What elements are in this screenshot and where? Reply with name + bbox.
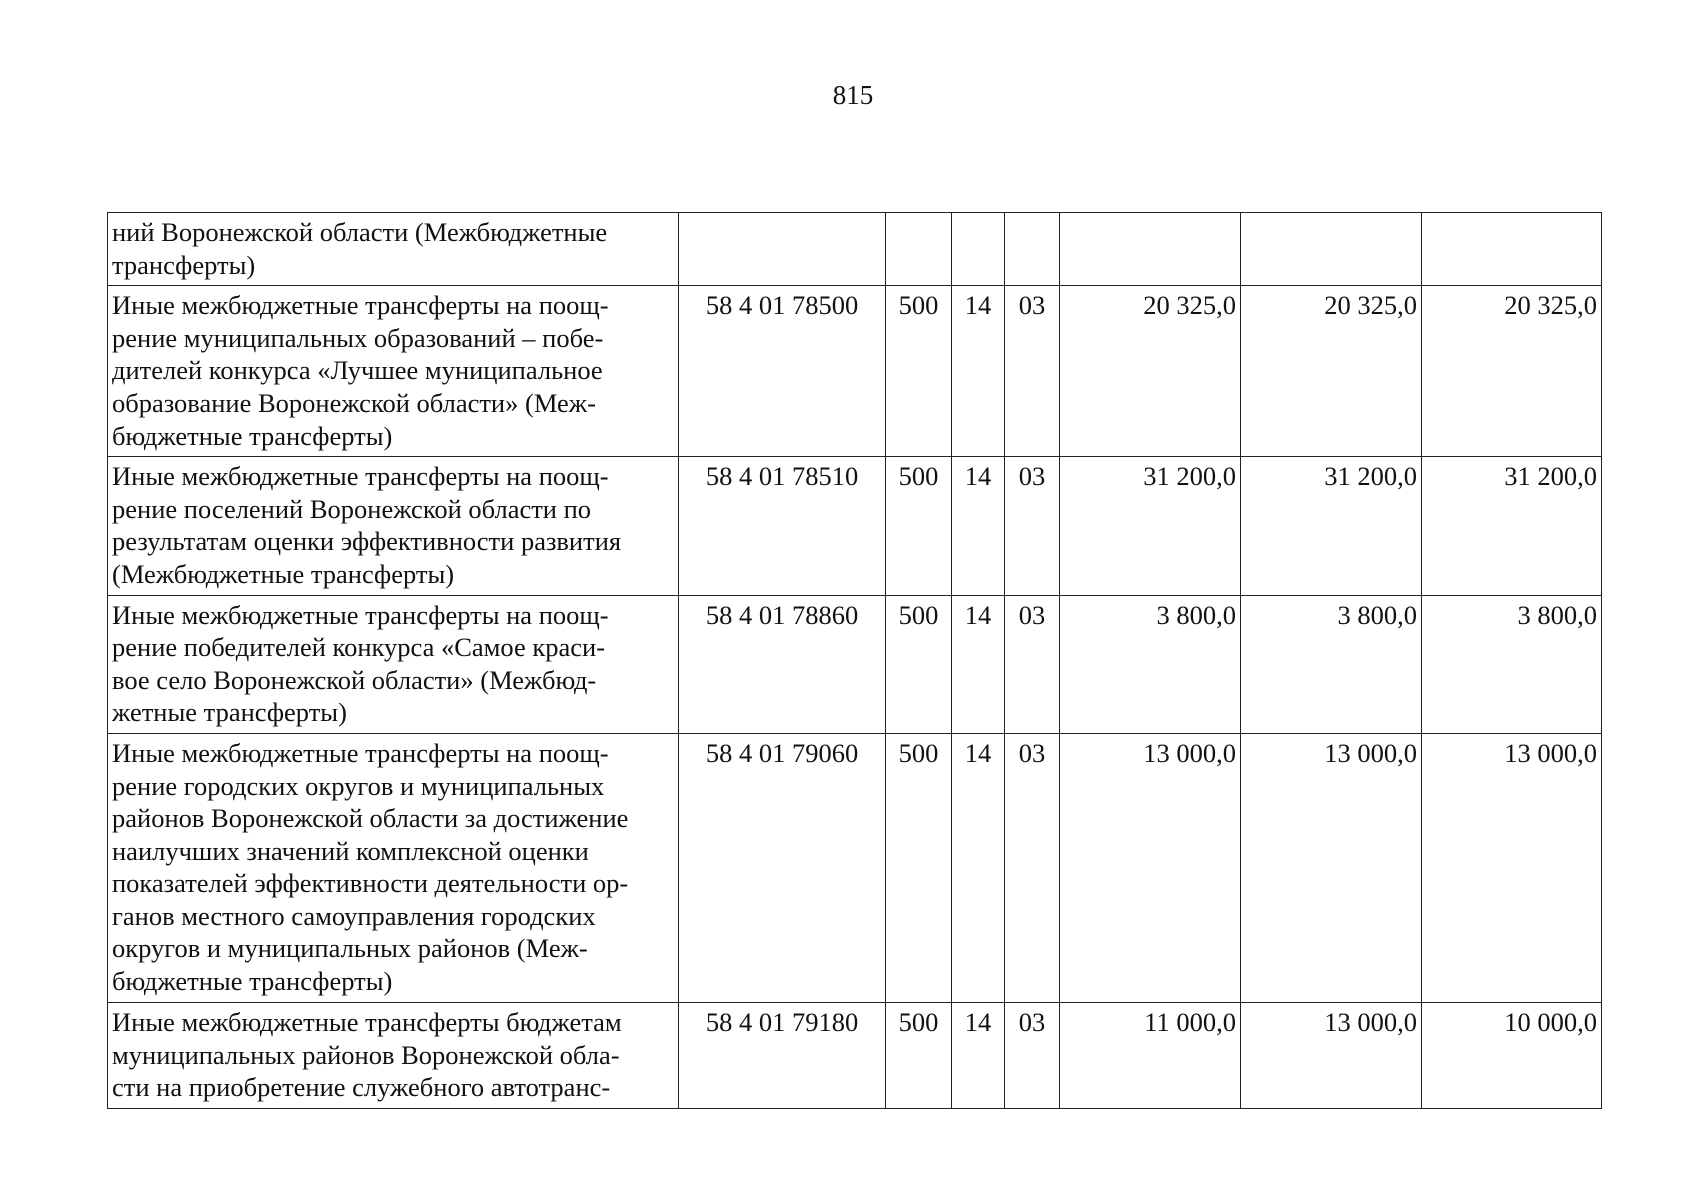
- budget-table: [107, 212, 1602, 1109]
- table-row: [108, 1002, 1602, 1108]
- row-name-line: Иные межбюджетные трансферты на поощ-: [112, 599, 609, 630]
- row-name-cell: [108, 595, 679, 733]
- expense-type-code: 500: [886, 733, 952, 1002]
- amount-year-2: 13 000,0: [1241, 733, 1422, 1002]
- amount-year-1: 11 000,0: [1060, 1002, 1241, 1108]
- expense-type-code: 500: [886, 286, 952, 457]
- row-name-line: трансферты): [112, 249, 256, 280]
- row-name-line: наилучших значений комплексной оценки: [112, 835, 589, 866]
- amount-year-2: [1241, 213, 1422, 286]
- row-name-line: дителей конкурса «Лучшее муниципальное: [112, 355, 603, 386]
- table-row: [108, 457, 1602, 595]
- subsection-code: 03: [1005, 733, 1060, 1002]
- amount-year-1: 31 200,0: [1060, 457, 1241, 595]
- amount-year-3: 10 000,0: [1422, 1002, 1602, 1108]
- section-code: 14: [952, 733, 1005, 1002]
- section-code: 14: [952, 457, 1005, 595]
- amount-year-1: 20 325,0: [1060, 286, 1241, 457]
- amount-year-1: 13 000,0: [1060, 733, 1241, 1002]
- table-body: [108, 213, 1602, 1109]
- amount-year-2: 31 200,0: [1241, 457, 1422, 595]
- row-name-line: районов Воронежской области за достижение: [112, 803, 629, 834]
- amount-year-2: 3 800,0: [1241, 595, 1422, 733]
- target-article-code: 58 4 01 79060: [679, 733, 886, 1002]
- amount-year-3: 20 325,0: [1422, 286, 1602, 457]
- row-name-line: Иные межбюджетные трансферты на поощ-: [112, 290, 609, 321]
- section-code: 14: [952, 595, 1005, 733]
- row-name-line: Иные межбюджетные трансферты бюджетам: [112, 1006, 622, 1037]
- amount-year-1: 3 800,0: [1060, 595, 1241, 733]
- row-name-line: вое село Воронежской области» (Межбюд-: [112, 664, 597, 695]
- amount-year-3: [1422, 213, 1602, 286]
- table-row: [108, 733, 1602, 1002]
- row-name-cell: [108, 1002, 679, 1108]
- amount-year-2: 20 325,0: [1241, 286, 1422, 457]
- row-name-line: муниципальных районов Воронежской обла-: [112, 1039, 620, 1070]
- row-name-line: рение муниципальных образований – побе-: [112, 322, 604, 353]
- row-name-line: (Межбюджетные трансферты): [112, 558, 455, 589]
- expense-type-code: [886, 213, 952, 286]
- target-article-code: 58 4 01 78860: [679, 595, 886, 733]
- row-name-line: бюджетные трансферты): [112, 420, 393, 451]
- row-name-line: ний Воронежской области (Межбюджетные: [112, 217, 608, 247]
- row-name-cell: [108, 457, 679, 595]
- target-article-code: 58 4 01 78510: [679, 457, 886, 595]
- row-name-line: рение поселений Воронежской области по: [112, 493, 592, 524]
- section-code: 14: [952, 286, 1005, 457]
- row-name-cell: [108, 286, 679, 457]
- section-code: [952, 213, 1005, 286]
- table-row: [108, 286, 1602, 457]
- expense-type-code: 500: [886, 1002, 952, 1108]
- subsection-code: 03: [1005, 286, 1060, 457]
- row-name-line: результатам оценки эффективности развития: [112, 526, 622, 557]
- row-name-line: образование Воронежской области» (Меж-: [112, 387, 596, 418]
- row-name-cell: [108, 733, 679, 1002]
- row-name-line: Иные межбюджетные трансферты на поощ-: [112, 737, 609, 768]
- expense-type-code: 500: [886, 595, 952, 733]
- table-row: [108, 595, 1602, 733]
- amount-year-3: 3 800,0: [1422, 595, 1602, 733]
- row-name-line: Иные межбюджетные трансферты на поощ-: [112, 461, 609, 492]
- row-name-line: рение городских округов и муниципальных: [112, 770, 605, 801]
- section-code: 14: [952, 1002, 1005, 1108]
- table-row: [108, 213, 1602, 286]
- subsection-code: 03: [1005, 457, 1060, 595]
- row-name-cell: [108, 213, 679, 286]
- row-name-line: показателей эффективности деятельности ор-: [112, 868, 629, 899]
- amount-year-2: 13 000,0: [1241, 1002, 1422, 1108]
- target-article-code: [679, 213, 886, 286]
- row-name-line: бюджетные трансферты): [112, 966, 393, 997]
- row-name-line: сти на приобретение служебного автотранс-: [112, 1072, 611, 1103]
- row-name-line: ганов местного самоуправления городских: [112, 900, 596, 931]
- target-article-code: 58 4 01 78500: [679, 286, 886, 457]
- row-name-line: округов и муниципальных районов (Меж-: [112, 933, 588, 964]
- amount-year-3: 13 000,0: [1422, 733, 1602, 1002]
- page-number: 815: [832, 80, 874, 110]
- expense-type-code: 500: [886, 457, 952, 595]
- subsection-code: 03: [1005, 1002, 1060, 1108]
- subsection-code: 03: [1005, 595, 1060, 733]
- amount-year-1: [1060, 213, 1241, 286]
- row-name-line: рение победителей конкурса «Самое краси-: [112, 632, 606, 663]
- subsection-code: [1005, 213, 1060, 286]
- row-name-line: жетные трансферты): [112, 697, 347, 728]
- amount-year-3: 31 200,0: [1422, 457, 1602, 595]
- target-article-code: 58 4 01 79180: [679, 1002, 886, 1108]
